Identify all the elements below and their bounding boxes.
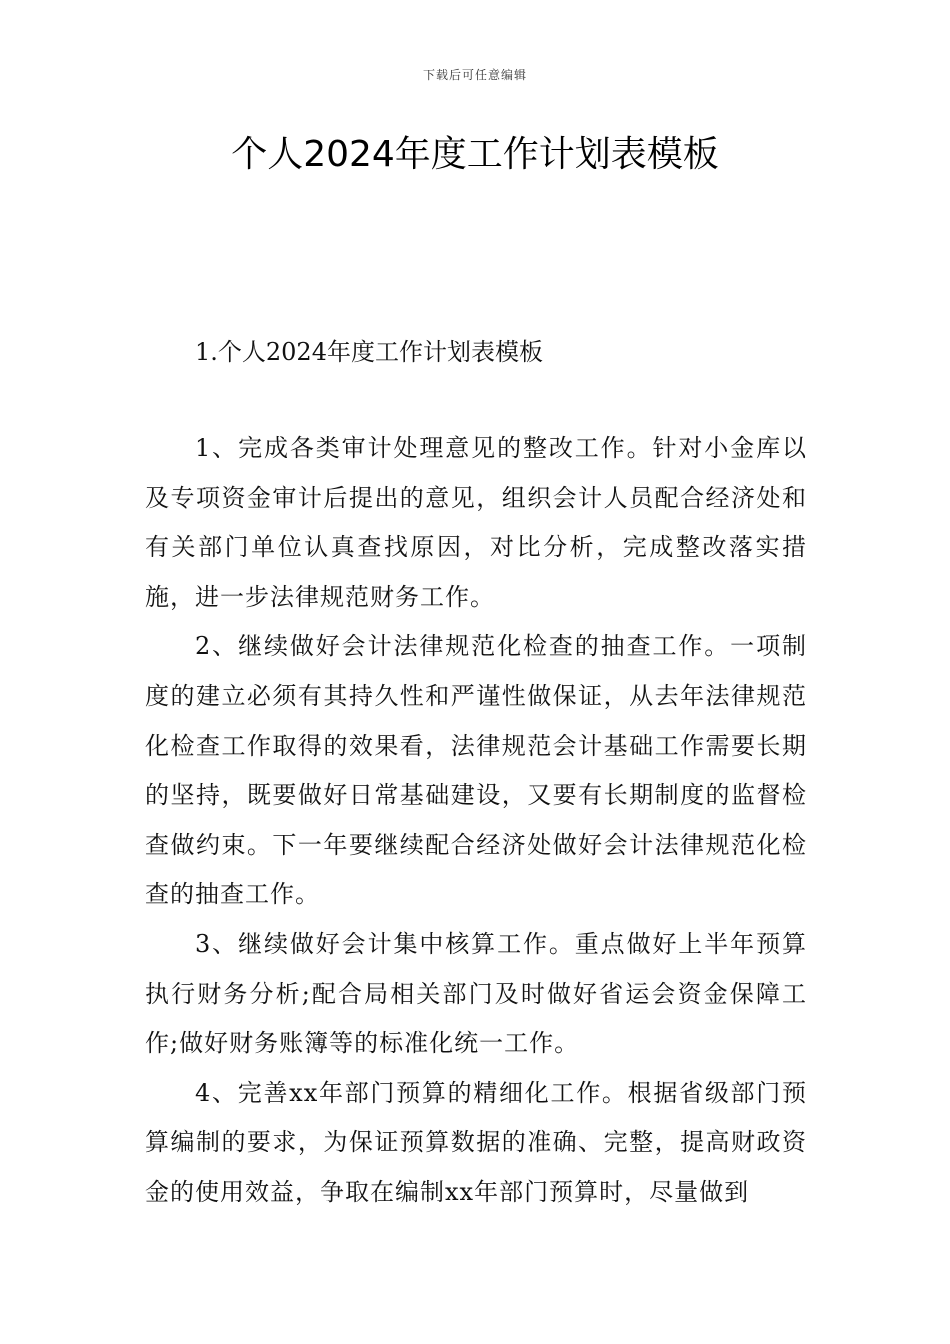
paragraph-3: 3、继续做好会计集中核算工作。重点做好上半年预算执行财务分析;配合局相关部门及时做好省运会资金保障工作;做好财务账簿等的标准化统一工作。 bbox=[145, 929, 807, 1058]
document-body bbox=[145, 424, 807, 1218]
paragraph-4: 4、完善xx年部门预算的精细化工作。根据省级部门预算编制的要求，为保证预算数据的准确、完整，提高财政资金的使用效益，争取在编制xx年部门预算时，尽量做到 bbox=[145, 1078, 807, 1206]
paragraph-1: 1、完成各类审计处理意见的整改工作。针对小金库以及专项资金审计后提出的意见，组织会计人员配合经济处和有关部门单位认真查找原因，对比分析，完成整改落实措施，进一步法律规范财务工作。 bbox=[145, 434, 807, 611]
section-heading: 1.个人2024年度工作计划表模板 bbox=[195, 338, 543, 366]
paragraph-2: 2、继续做好会计法律规范化检查的抽查工作。一项制度的建立必须有其持久性和严谨性做保证，从去年法律规范化检查工作取得的效果看，法律规范会计基础工作需要长期的坚持，既要做好日常基础建设，又要有长期制度的监督检查做约束。下一年要继续配合经济处做好会计法律规范化检查的抽查工作。 bbox=[145, 632, 807, 909]
header-note: 下载后可任意编辑 bbox=[422, 68, 527, 82]
document-title: 个人2024年度工作计划表模板 bbox=[231, 134, 719, 175]
